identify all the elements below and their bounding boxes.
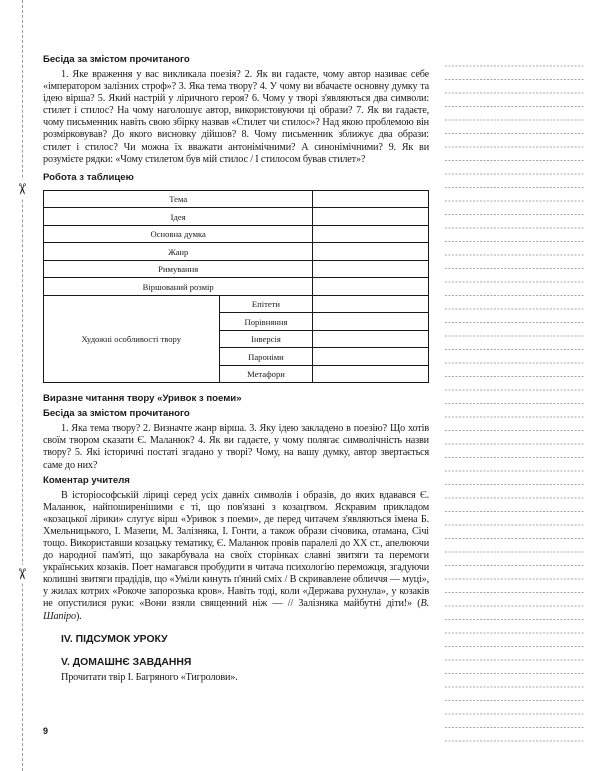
table-row [44,190,429,208]
table-cell-label: Основна думка [44,225,313,243]
section-heading: Робота з таблицею [43,171,134,183]
page-number: 9 [43,726,49,736]
table-cell-label: Епітети [219,295,313,313]
table-cell-empty[interactable] [313,313,429,331]
table-section [43,172,429,384]
section-heading: Бесіда за змістом прочитаного [43,54,190,65]
section-heading: Виразне читання твору «Уривок з поеми» [43,393,242,405]
table-cell-empty[interactable] [313,278,429,296]
table-cell-empty[interactable] [313,365,429,383]
comment-body: В історіософській ліриці серед усіх давніх символів і образів, до яких вдавався Є. Маланюк, найпоширенішими є ті, що пов'язані з козацтвом. Яскравим прикладом «козацької лірики» слугує вірш «Уривок з поеми», де перед читачем з'являються імена Б. Хмельницького, І. Мазепи, М. Залізняка, І. Гонти, а також образи січовика, отамана, Січі тощо. Використавши козацьку тематику, Є. Маланюк провів паралелі до ХХ ст., апелюючи до народної пам'яті, що закарбувала на своїх сторінках славні звитяги та перемоги українських козаків. Поет намагався пробудити в читача психологію переможця, згадуючи колишні звитяги прадідів, що «Уміли кинуть п'яний сміх / В скривавлене обличчя — муці», у жилах котрих «Рокоче запорозька кров». Навіть тоді, коли «Держава рухнула», у козаків не опустилися руки: «Вони взяли священний ніж — // Залізняка майбутні діти!» [43,489,429,610]
table-row [44,260,429,278]
section-heading: Коментар учителя [43,474,130,486]
main-content [43,54,429,684]
table-group-label: Художні особливості твору [44,295,220,383]
conversation-section-2 [43,408,429,471]
table-cell-label: Тема [44,190,313,208]
section-heading: Бесіда за змістом прочитаного [43,408,190,420]
table-cell-label: Метафори [219,365,313,383]
questions-text: 1. Яке враження у вас викликала поезія? 2. Як ви гадаєте, чому автор називає себе «імператором залізних строф»? 3. Яка тема твору? 4. У чому ви вбачаєте основну думку та ідею вірша? 5. Який настрій у ліричного героя? 6. Чому у творі з'являються два символи: стилет і стилос? На чому наголошує автор, використовуючи ці образи? 7. Як ви гадаєте, чому письменник навіть свою збірку назвав «Стилет чи стилос»? Над якою проблемою він розмірковував? До якого висновку дійшов? 8. Чому письменник зближує два образи: стилет і стилос? Чи можна їх вважати антонімічними? А синонімічними? 9. Як ви розумієте рядки: «Чому стилетом був мій стилос / І стилосом бував стилет»? [43,69,429,165]
scissors-icon: ✂ [13,565,31,583]
cut-line [22,0,23,771]
comment-text [43,490,429,623]
citation-author: В. Шапіро [43,598,430,622]
scissors-icon: ✂ [13,180,31,198]
summary-heading: IV. ПІДСУМОК УРОКУ [61,633,168,645]
conversation-section-1 [43,54,429,166]
table-cell-empty[interactable] [313,330,429,348]
table-cell-empty[interactable] [313,260,429,278]
homework-text: Прочитати твір І. Багряного «Тигролови». [61,671,238,683]
citation-close: ). [75,610,82,622]
table-cell-label: Пароніми [219,348,313,366]
questions-text: 1. Яка тема твору? 2. Визначте жанр вірша. 3. Яку ідею закладено в поезію? Що хотів своїм твором сказати Є. Маланюк? 4. Як ви гадаєте, у чому полягає символічність назви твору? 5. Які історичні постаті згадано у творі? Чому, на вашу думку, автор звертається саме до них? [43,423,429,471]
notes-lines [445,53,585,743]
citation-open: ( [412,598,421,610]
homework-heading: V. ДОМАШНЄ ЗАВДАННЯ [61,656,192,668]
table-cell-empty[interactable] [313,295,429,313]
teacher-comment-section [43,475,429,623]
table-cell-label: Інверсія [219,330,313,348]
table-row [44,295,429,313]
table-row [44,278,429,296]
table-cell-label: Ідея [44,208,313,226]
table-cell-empty[interactable] [313,190,429,208]
table-cell-empty[interactable] [313,225,429,243]
table-cell-label: Жанр [44,243,313,261]
table-cell-label: Римування [44,260,313,278]
table-cell-label: Віршований розмір [44,278,313,296]
table-cell-empty[interactable] [313,348,429,366]
table-row [44,208,429,226]
table-row [44,243,429,261]
table-cell-empty[interactable] [313,208,429,226]
table-cell-label: Порівняння [219,313,313,331]
table-cell-empty[interactable] [313,243,429,261]
analysis-table [43,190,429,384]
table-row [44,225,429,243]
